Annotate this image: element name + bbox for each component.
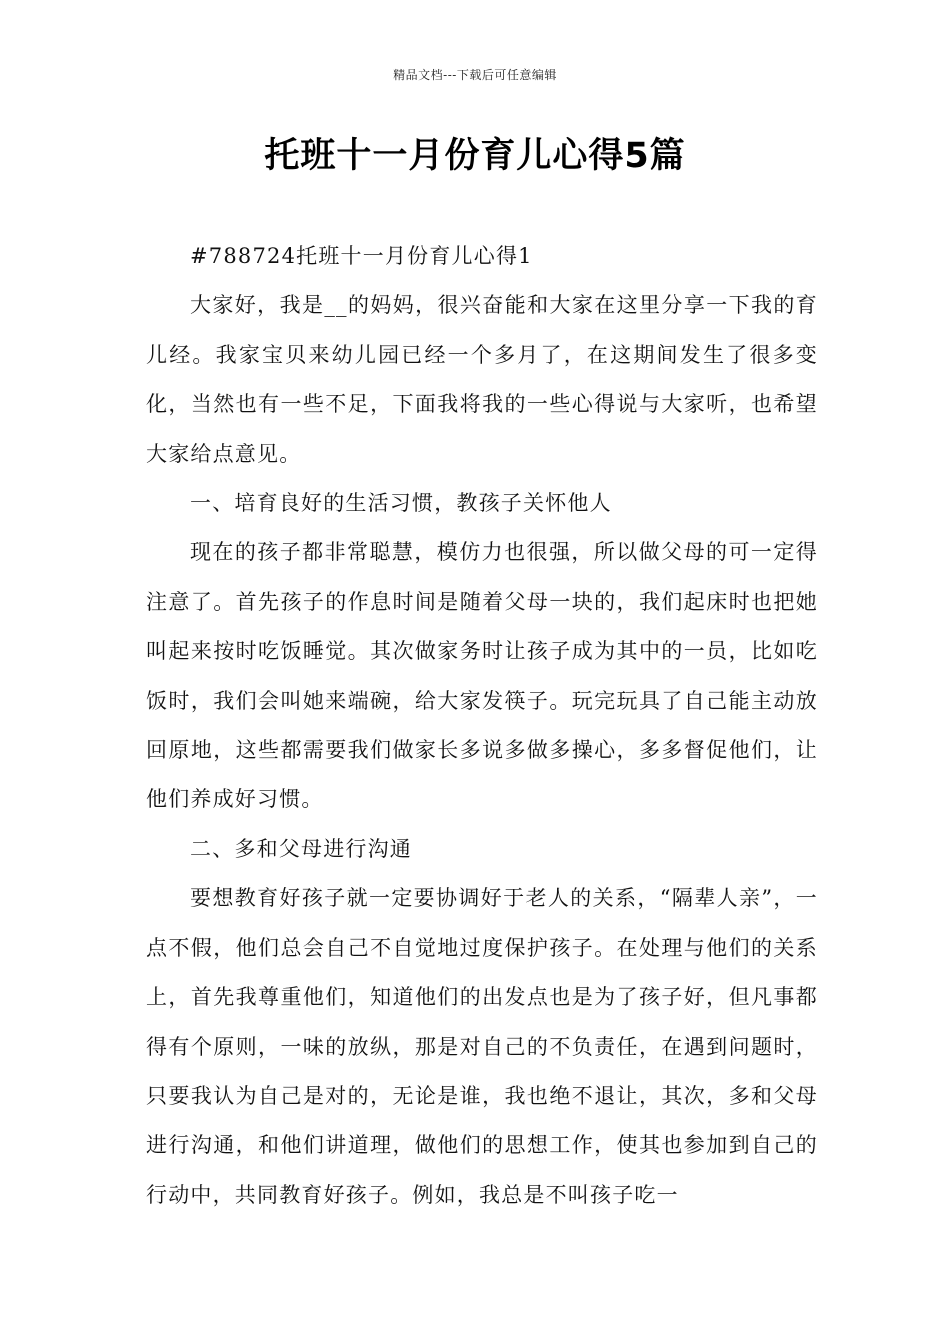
subheading-habits: 一、培育良好的生活习惯，教孩子关怀他人: [190, 491, 612, 516]
paragraph-communication: 要想教育好孩子就一定要协调好于老人的关系，“隔辈人亲”，一点不假，他们总会自己不自觉地过度保护孩子。在处理与他们的关系上，首先我尊重他们，知道他们的出发点也是为了孩子好，但凡事都得有个原则，一味的放纵，那是对自己的不负责任，在遇到问题时，只要我认为自己是对的，无论是谁，我也绝不退让，其次，多和父母进行沟通，和他们讲道理，做他们的思想工作，使其也参加到自己的行动中，共同教育好孩子。例如，我总是不叫孩子吃一: [146, 886, 818, 1207]
document-title: 托班十一月份育儿心得5篇: [264, 136, 686, 176]
paragraph-habits: 现在的孩子都非常聪慧，模仿力也很强，所以做父母的可一定得注意了。首先孩子的作息时间是随着父母一块的，我们起床时也把她叫起来按时吃饭睡觉。其次做家务时让孩子成为其中的一员，比如吃饭时，我们会叫她来端碗，给大家发筷子。玩完玩具了自己能主动放回原地，这些都需要我们做家长多说多做多操心，多多督促他们，让他们养成好习惯。: [146, 540, 818, 812]
header-note: 精品文档---下载后可任意编辑: [393, 68, 557, 82]
section-heading-1: #788724托班十一月份育儿心得1: [190, 244, 533, 268]
subheading-communication: 二、多和父母进行沟通: [190, 836, 412, 861]
paragraph-intro: 大家好，我是__的妈妈，很兴奋能和大家在这里分享一下我的育儿经。我家宝贝来幼儿园已经一个多月了，在这期间发生了很多变化，当然也有一些不足，下面我将我的一些心得说与大家听，也希望大家给点意见。: [146, 293, 818, 466]
document-body: [146, 232, 818, 1220]
